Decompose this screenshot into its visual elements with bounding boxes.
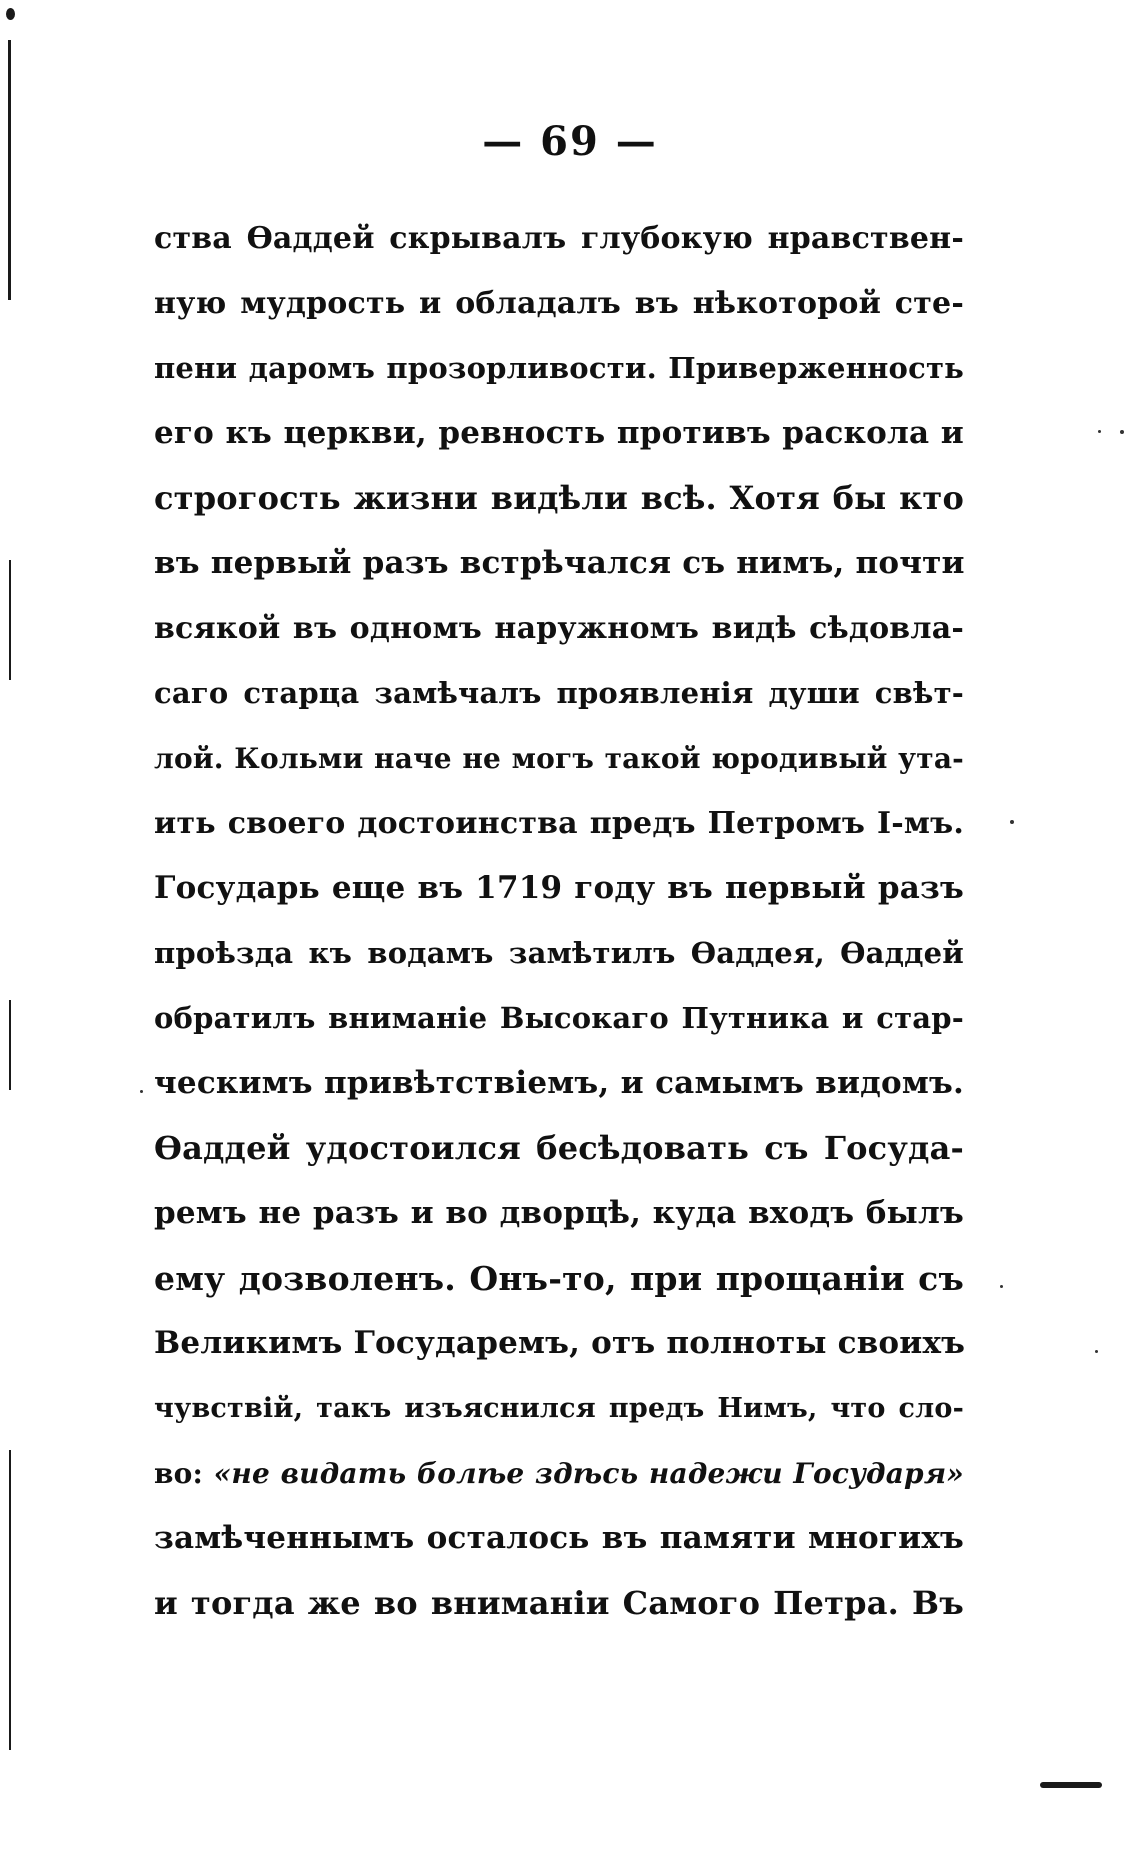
scan-speck bbox=[1120, 430, 1124, 434]
text-line: въ первый разъ встрѣчался съ нимъ, почти bbox=[154, 545, 965, 581]
scan-edge-line bbox=[9, 1000, 11, 1090]
text-line: замѣченнымъ осталось въ памяти многихъ bbox=[154, 1520, 964, 1556]
body-text bbox=[154, 206, 964, 1636]
text-line: его къ церкви, ревность противъ раскола и bbox=[154, 415, 964, 451]
scan-speck bbox=[1098, 430, 1101, 433]
text-line: ить своего достоинства предъ Петромъ I-мъ. bbox=[154, 806, 964, 841]
text-line: всякой въ одномъ наружномъ видѣ сѣдовла- bbox=[154, 611, 964, 646]
text-line: Ѳаддей удостоился бесѣдовать съ Госуда- bbox=[154, 1129, 964, 1167]
scan-edge-line bbox=[9, 560, 11, 680]
scan-bottom-mark bbox=[1040, 1782, 1102, 1788]
text-line: ремъ не разъ и во дворцѣ, куда входъ былъ bbox=[154, 1195, 964, 1231]
text-line: ства Ѳаддей скрывалъ глубокую нравствен- bbox=[154, 221, 964, 256]
page-number: — 69 — bbox=[482, 118, 658, 165]
text-line: пени даромъ прозорливости. Приверженность bbox=[154, 351, 964, 385]
text-line: ную мудрость и обладалъ въ нѣкоторой сте- bbox=[154, 286, 964, 321]
text-line: обратилъ вниманіе Высокаго Путника и стар- bbox=[154, 1001, 964, 1035]
text-line: Государь еще въ 1719 году въ первый разъ bbox=[154, 870, 964, 906]
text-line: и тогда же во вниманіи Самого Петра. Въ bbox=[154, 1584, 964, 1622]
quote-italic: «не видать болѣе здѣсь надежи Государя» bbox=[213, 1457, 965, 1490]
text-line: проѣзда къ водамъ замѣтилъ Ѳаддея, Ѳаддей bbox=[154, 936, 964, 970]
scan-edge-line bbox=[8, 40, 11, 300]
text-line: Великимъ Государемъ, отъ полноты своихъ bbox=[154, 1325, 966, 1361]
scan-edge-line bbox=[9, 1450, 11, 1750]
text-line: чувствій, такъ изъяснился предъ Нимъ, что сло- bbox=[154, 1393, 964, 1424]
text-line-quote bbox=[154, 1441, 964, 1506]
scan-dot bbox=[6, 8, 15, 20]
text-line: строгость жизни видѣли всѣ. Хотя бы кто bbox=[154, 479, 964, 517]
text-line: лой. Кольми наче не могъ такой юродивый ута- bbox=[154, 742, 964, 775]
text-line: ческимъ привѣтствіемъ, и самымъ видомъ. bbox=[154, 1065, 964, 1101]
scan-speck bbox=[140, 1090, 143, 1093]
quote-prefix: во: bbox=[154, 1457, 214, 1490]
scan-speck bbox=[1095, 1350, 1098, 1353]
scan-speck bbox=[1010, 820, 1014, 824]
text-line: саго старца замѣчалъ проявленія души свѣт- bbox=[154, 676, 964, 710]
text-line: ему дозволенъ. Онъ-то, при прощаніи съ bbox=[154, 1259, 964, 1298]
scan-speck bbox=[1000, 1285, 1003, 1288]
